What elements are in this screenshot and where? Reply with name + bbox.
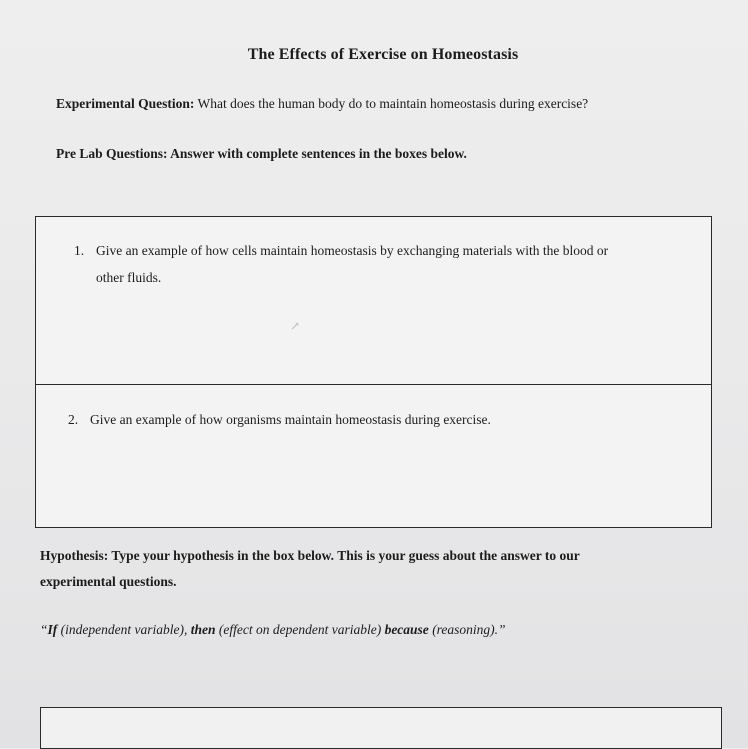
format-independent-variable: (independent variable), (57, 622, 191, 637)
question-1-number: 1. (74, 243, 85, 258)
question-1-text-line2: other fluids. (96, 270, 162, 285)
format-reasoning: (reasoning).” (428, 622, 506, 637)
hypothesis-answer-box[interactable] (40, 707, 722, 749)
question-1-text-line1: Give an example of how cells maintain homeostasis by exchanging materials with the blood or (96, 243, 609, 258)
question-2 (68, 406, 693, 433)
hypothesis-line1: Hypothesis: Type your hypothesis in the box below. This is your guess about the answer to our (40, 548, 580, 563)
prelab-instructions: Pre Lab Questions: Answer with complete sentences in the boxes below. (56, 146, 467, 161)
experimental-question-label: Experimental Question: (56, 96, 195, 111)
question-2-number: 2. (68, 412, 79, 427)
format-dependent-variable: (effect on dependent variable) (215, 622, 385, 637)
format-open-quote: “ (40, 622, 48, 637)
format-because: because (384, 622, 429, 637)
experimental-question-text: What does the human body do to maintain homeostasis during exercise? (197, 96, 589, 111)
question-1 (74, 237, 699, 291)
question-2-text: Give an example of how organisms maintain homeostasis during exercise. (90, 412, 491, 427)
hypothesis-format (40, 622, 506, 638)
experimental-question (56, 96, 588, 112)
format-then: then (190, 622, 216, 637)
hypothesis-instructions (40, 543, 720, 595)
format-if: If (47, 622, 58, 637)
cursor-icon: ↗ (290, 319, 301, 333)
prelab-questions-box[interactable] (35, 216, 712, 528)
hypothesis-line2: experimental questions. (40, 574, 177, 589)
question-divider (36, 384, 711, 385)
page-title: The Effects of Exercise on Homeostasis (247, 46, 519, 63)
